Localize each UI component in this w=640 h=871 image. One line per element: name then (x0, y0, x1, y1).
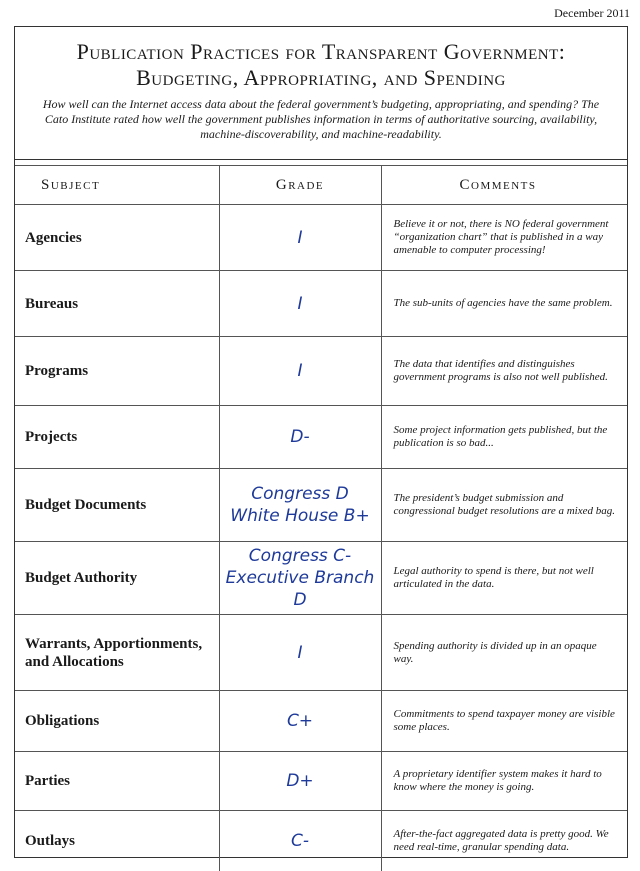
subject-cell: Agencies (15, 205, 219, 271)
table-body (15, 205, 627, 871)
grade-value: I (297, 227, 303, 248)
table-row (15, 811, 627, 871)
grade-value: I (297, 642, 303, 663)
page-title (15, 39, 627, 91)
grade-value: C+ (286, 711, 314, 731)
grade-cell (219, 469, 381, 542)
grade-cell (219, 811, 381, 871)
table-row (15, 752, 627, 811)
grade-cell (219, 271, 381, 337)
table-row (15, 469, 627, 542)
table-row (15, 615, 627, 691)
comment-cell: Commitments to spend taxpayer money are visible some places. (381, 691, 627, 752)
grade-value: Congress C- (248, 546, 352, 566)
grade-cell (219, 752, 381, 811)
table-row (15, 205, 627, 271)
column-header-comments: Comments (381, 166, 627, 205)
comment-cell: Some project information gets published, but the publication is so bad... (381, 406, 627, 469)
table-row (15, 406, 627, 469)
date-label: December 2011 (554, 6, 630, 20)
comment-cell: The president’s budget submission and congressional budget resolutions are a mixed bag. (381, 469, 627, 542)
grade-cell (219, 337, 381, 406)
comment-cell: The sub-units of agencies have the same problem. (381, 271, 627, 337)
comment-cell: Spending authority is divided up in an opaque way. (381, 615, 627, 691)
grade-cell (219, 542, 381, 615)
subject-cell: Parties (15, 752, 219, 811)
table-row (15, 691, 627, 752)
subject-cell: Bureaus (15, 271, 219, 337)
subject-cell: Budget Documents (15, 469, 219, 542)
table-row (15, 542, 627, 615)
report-header (15, 27, 627, 160)
subject-cell: Projects (15, 406, 219, 469)
column-header-subject: Subject (15, 166, 219, 205)
grade-cell (219, 615, 381, 691)
comment-cell: Legal authority to spend is there, but not well articulated in the data. (381, 542, 627, 615)
table-row (15, 271, 627, 337)
grade-value: Congress D (251, 484, 349, 504)
grade-value: D- (290, 427, 310, 447)
grade-value: C- (290, 830, 309, 851)
comment-cell: The data that identifies and distinguishes government programs is also not well published. (381, 337, 627, 406)
grade-cell (219, 406, 381, 469)
comment-cell: After-the-fact aggregated data is pretty good. We need real-time, granular spending data. (381, 811, 627, 871)
grade-value: I (297, 293, 303, 314)
subject-cell: Budget Authority (15, 542, 219, 615)
comment-cell: A proprietary identifier system makes it hard to know where the money is going. (381, 752, 627, 811)
comment-cell: Believe it or not, there is NO federal government “organization chart” that is published in a way amenable to computer processing! (381, 205, 627, 271)
table-header-row (15, 166, 627, 205)
title-line-1: Publication Practices for Transparent Government: (76, 39, 566, 64)
grade-value: White House B+ (230, 506, 370, 526)
column-header-grade: Grade (219, 166, 381, 205)
subject-cell: Programs (15, 337, 219, 406)
grade-cell (219, 205, 381, 271)
subject-cell: Outlays (15, 811, 219, 871)
table-row (15, 337, 627, 406)
subject-cell: Warrants, Apportionments, and Allocations (15, 615, 219, 691)
report-frame (14, 26, 628, 858)
grade-value: Executive Branch D (225, 568, 375, 610)
grade-value: D+ (286, 771, 314, 791)
title-line-2: Budgeting, Appropriating, and Spending (136, 65, 506, 90)
intro-text: How well can the Internet access data about the federal government’s budgeting, appropriating, and spending? The Cato Institute rated how well the government publishes information in terms of authoritative sourcing, availability, machine-discoverability, and machine-readability. (42, 97, 600, 141)
grade-value: I (297, 361, 303, 381)
subject-cell: Obligations (15, 691, 219, 752)
grade-cell (219, 691, 381, 752)
grades-table (15, 165, 627, 871)
